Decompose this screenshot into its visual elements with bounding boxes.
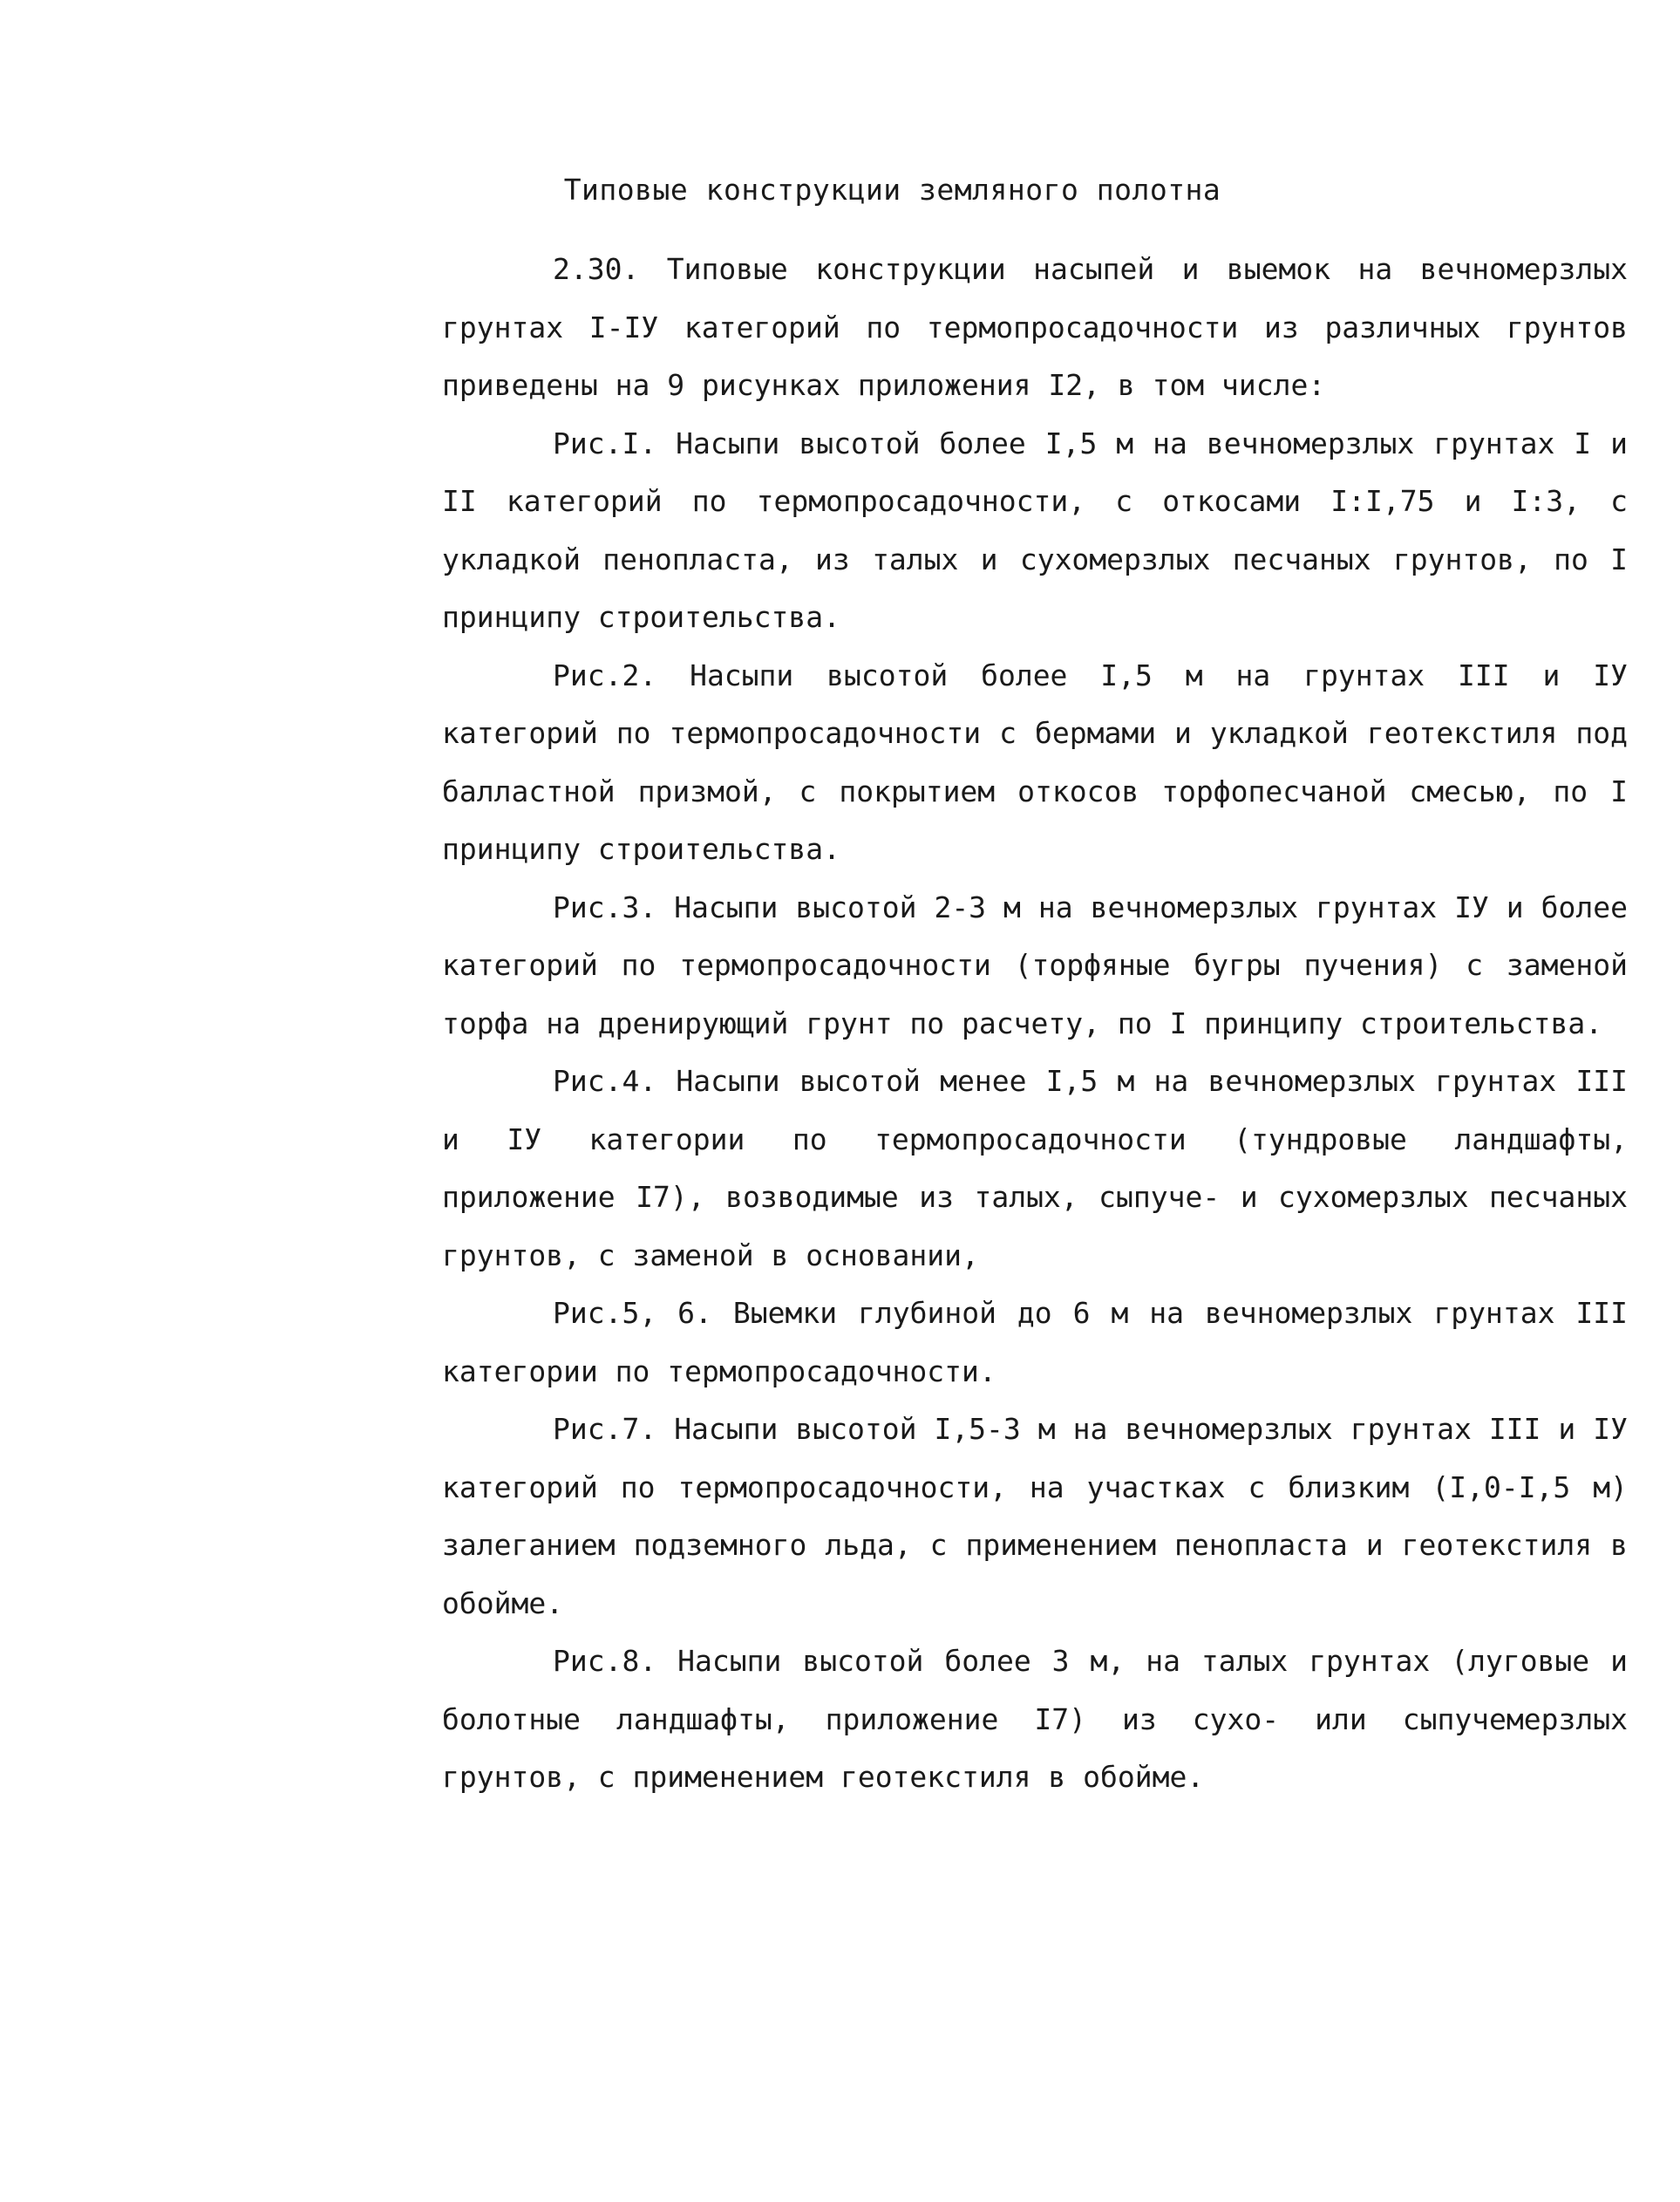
paragraph-2-30: 2.30. Типовые конструкции насыпей и выемок на вечномерзлых грунтах I-IУ категорий по термопросадочности из различных грунтов приведены на 9 рисунках приложения I2, в том числе:: [442, 252, 1628, 402]
section-heading: Типовые конструкции земляного полотна: [563, 173, 1221, 207]
paragraph-fig-1: Рис.I. Насыпи высотой более I,5 м на вечномерзлых грунтах I и II категорий по термопросадочности, с откосами I:I,75 и I:3, с укладкой пенопласта, из талых и сухомерзлых песчаных грунтов, по I принципу строительства.: [442, 426, 1628, 634]
paragraph-fig-5-6: Рис.5, 6. Выемки глубиной до 6 м на вечномерзлых грунтах III категории по термопросадочности.: [442, 1296, 1628, 1388]
paragraph-fig-8: Рис.8. Насыпи высотой более 3 м, на талых грунтах (луговые и болотные ландшафты, приложение I7) из сухо- или сыпучемерзлых грунтов, с применением геотекстиля в обойме.: [442, 1644, 1628, 1794]
paragraph-fig-4: Рис.4. Насыпи высотой менее I,5 м на вечномерзлых грунтах III и IУ категории по термопросадочности (тундровые ландшафты, приложение I7), возводимые из талых, сыпуче- и сухомерзлых песчаных грунтов, с заменой в основании,: [442, 1064, 1628, 1272]
body-text: [442, 241, 1628, 1807]
paragraph-fig-7: Рис.7. Насыпи высотой I,5-3 м на вечномерзлых грунтах III и IУ категорий по термопросадочности, на участках с близким (I,0-I,5 м) залеганием подземного льда, с применением пенопласта и геотекстиля в обойме.: [442, 1412, 1628, 1620]
paragraph-fig-2: Рис.2. Насыпи высотой более I,5 м на грунтах III и IУ категорий по термопросадочности с бермами и укладкой геотекстиля под балластной призмой, с покрытием откосов торфопесчаной смесью, по I принципу строительства.: [442, 658, 1628, 866]
paragraph-fig-3: Рис.3. Насыпи высотой 2-3 м на вечномерзлых грунтах IУ и более категорий по термопросадочности (торфяные бугры пучения) с заменой торфа на дренирующий грунт по расчету, по I принципу строительства.: [442, 890, 1628, 1040]
